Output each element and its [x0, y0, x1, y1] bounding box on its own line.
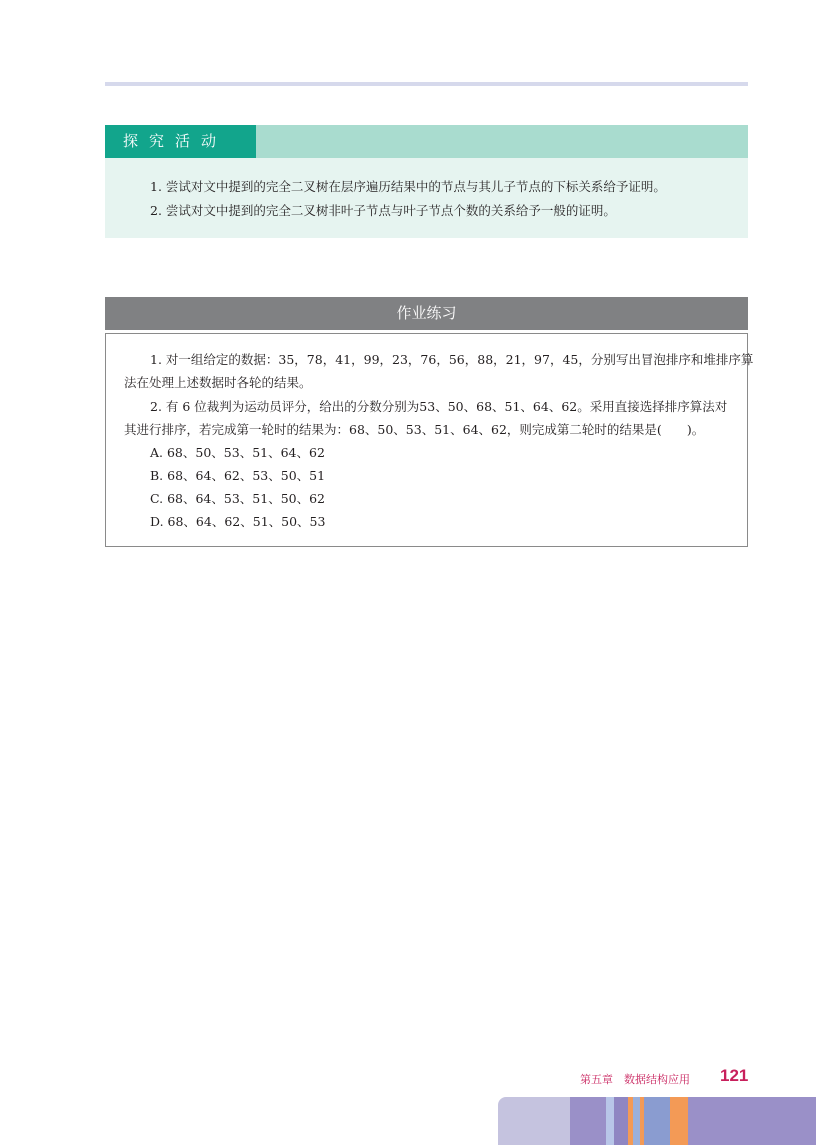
option-c: C. 68、64、53、51、50、62	[150, 491, 326, 506]
option-b: B. 68、64、62、53、50、51	[150, 468, 326, 483]
option-d: D. 68、64、62、51、50、53	[150, 514, 326, 529]
homework-line: 法在处理上述数据时各轮的结果。	[124, 375, 312, 390]
explore-activity-body	[105, 158, 748, 238]
explore-item: 1. 尝试对文中提到的完全二叉树在层序遍历结果中的节点与其儿子节点的下标关系给予证明。	[150, 179, 666, 194]
explore-item: 2. 尝试对文中提到的完全二叉树非叶子节点与叶子节点个数的关系给予一般的证明。	[150, 203, 616, 218]
homework-line: 2. 有 6 位裁判为运动员评分，给出的分数分别为53、50、68、51、64、62。采用直接选择排序算法对	[150, 399, 728, 414]
explore-activity-title: 探究活动	[105, 125, 256, 158]
top-rule	[105, 82, 748, 86]
homework-line: 其进行排序，若完成第一轮时的结果为：68、50、53、51、64、62，则完成第二轮时的结果是( )。	[124, 422, 705, 437]
homework-body	[105, 333, 754, 547]
option-a: A. 68、50、53、51、64、62	[150, 445, 325, 460]
homework-title: 作业练习	[105, 297, 748, 330]
page-number: 121	[720, 1066, 749, 1085]
homework-line: 1. 对一组给定的数据：35，78，41，99，23，76，56，88，21，97，45，分别写出冒泡排序和堆排序算	[150, 352, 754, 367]
footer-chapter-label: 第五章 数据结构应用	[580, 1073, 690, 1086]
explore-activity-header	[105, 125, 748, 158]
